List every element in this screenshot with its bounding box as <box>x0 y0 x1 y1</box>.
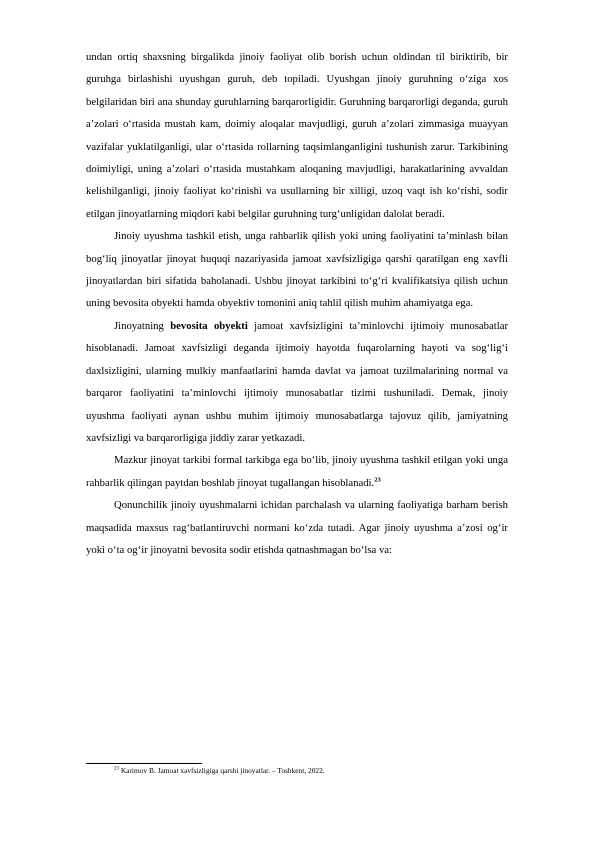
paragraph-4-text: Mazkur jinoyat tarkibi formal tarkibga ega bo‘lib, jinoiy uyushma tashkil etilgan yoki unga rahbarlik qilingan paytdan boshlab jinoyat tugallangan hisoblanadi. <box>86 454 508 489</box>
paragraph-3-rest: jamoat xavfsizligini ta’minlovchi ijtimoiy munosabatlar hisoblanadi. Jamoat xavfsizligi deganda ijtimoiy hayotda fuqarolarning hayoti va sog‘lig‘i daxlsizligini, ularning mulkiy manfaatlarini hamda davlat va jamoat tuzilmalarining normal va barqaror faoliyatini ta’minlovchi ijtimoiy munosabatlar tizimi tushuniladi. Demak, jinoiy uyushma faoliyati aynan ushbu muhim ijtimoiy munosabatlarga tajovuz qilib, jamiyatning xavfsizligi va barqarorligiga jiddiy zarar yetkazadi. <box>86 319 509 444</box>
paragraph-3-start: Jinoyatning <box>114 319 171 332</box>
footnote <box>114 766 514 776</box>
paragraph-3 <box>86 315 508 449</box>
paragraph-4 <box>86 449 508 494</box>
document-page <box>86 46 508 561</box>
paragraph-5: Qonunchilik jinoiy uyushmalarni ichidan parchalash va ularning faoliyatiga barham berish maqsadida maxsus rag‘batlantiruvchi normani ko‘zda tutadi. Agar jinoiy uyushma a’zosi og‘ir yoki o‘ta og‘ir jinoyatni bevosita sodir etishda qatnashmagan bo‘lsa va: <box>86 499 508 556</box>
footnote-divider <box>86 763 202 764</box>
footnote-text: Karimov B. Jamoat xavfsizligiga qarshi jinoyatlar. – Toshkent, 2022. <box>119 766 325 775</box>
footnote-reference[interactable]: 23 <box>374 476 381 484</box>
bold-term-direct-object: bevosita obyekti <box>170 319 248 332</box>
footnote-number: 23 <box>114 766 119 772</box>
paragraph-2: Jinoiy uyushma tashkil etish, unga rahbarlik qilish yoki uning faoliyatini ta’minlash bilan bog‘liq jinoyatlar jinoyat huquqi nazariyasida jamoat xavfsizligiga qarshi qaratilgan eng xavfli jinoyatlardan biri sifatida baholanadi. Ushbu jinoyat tarkibini to‘g‘ri kvalifikatsiya qilish uchun uning bevosita obyekti hamda obyektiv tomonini aniq tahlil qilish muhim ahamiyatga ega. <box>86 230 508 310</box>
paragraph-1: undan ortiq shaxsning birgalikda jinoiy faoliyat olib borish uchun oldindan til biriktirib, bir guruhga birlashishi uyushgan guruh, deb topiladi. Uyushgan jinoiy guruhning o‘ziga xos belgilaridan biri ana shunday guruhlarning barqarorligidir. Guruhning barqarorligi deganda, guruh a’zolari o‘rtasida mustah kam, doimiy aloqalar mavjudligi, guruh a’zolari zimmasiga muayyan vazifalar yuklatilganligi, ular o‘rtasida rollarning taqsimlanganligini tushunish zarur. Tarkibining doimiyligi, uning a’zolari o‘rtasida mustahkam aloqaning mavjudligi, harakatlarining avvaldan kelishilganligi, jinoiy faoliyat ko‘rinishi va usullarning bir xilligi, uzoq vaqt ish ko‘rishi, sodir etilgan jinoyatlarning miqdori kabi belgilar guruhning turg‘unligidan dalolat beradi. <box>86 51 508 220</box>
